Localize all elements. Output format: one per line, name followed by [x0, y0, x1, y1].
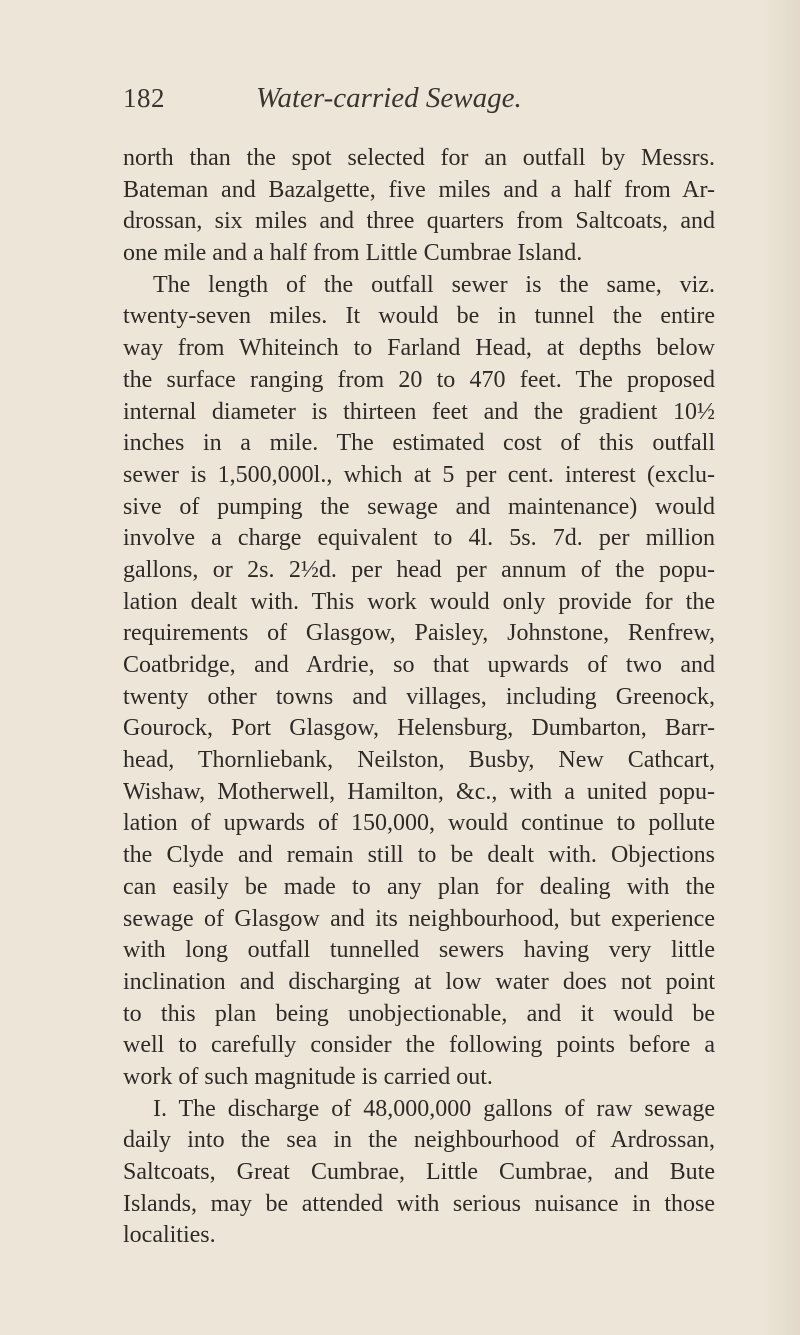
text-line: lation dealt with. This work would only provide for the [123, 588, 715, 615]
text-line: Gourock, Port Glasgow, Helensburg, Dumbarton, Barr- [123, 715, 715, 742]
text-line: inches in a mile. The estimated cost of this outfall [123, 430, 715, 457]
text-line: head, Thornliebank, Neilston, Busby, New Cathcart, [123, 747, 715, 774]
text-line: internal diameter is thirteen feet and the gradient 10½ [123, 398, 715, 425]
text-line: drossan, six miles and three quarters from Saltcoats, and [123, 208, 715, 235]
text-line: lation of upwards of 150,000, would continue to pollute [123, 810, 715, 837]
text-line: localities. [123, 1222, 216, 1249]
text-line: Bateman and Bazalgette, five miles and a half from Ar- [123, 176, 715, 203]
body-text [123, 143, 715, 1252]
text-line: Saltcoats, Great Cumbrae, Little Cumbrae, and Bute [123, 1159, 715, 1185]
text-line: sive of pumping the sewage and maintenance) would [123, 493, 715, 520]
text-line: gallons, or 2s. 2½d. per head per annum of the popu- [123, 556, 715, 583]
text-line: north than the spot selected for an outfall by Messrs. [123, 145, 715, 171]
text-line: well to carefully consider the following points before a [123, 1032, 715, 1059]
text-line: sewer is 1,500,000l., which at 5 per cent. interest (exclu- [123, 461, 715, 488]
page-number: 182 [123, 83, 165, 113]
text-line: work of such magnitude is carried out. [123, 1063, 493, 1090]
text-line: inclination and discharging at low water does not point [123, 968, 715, 995]
text-line: with long outfall tunnelled sewers having very little [123, 937, 715, 964]
text-line: one mile and a half from Little Cumbrae Island. [123, 240, 583, 267]
text-line: Islands, may be attended with serious nuisance in those [123, 1190, 715, 1217]
text-line: the surface ranging from 20 to 470 feet. The proposed [123, 366, 715, 393]
text-line: daily into the sea in the neighbourhood of Ardrossan, [123, 1127, 715, 1154]
text-line: Wishaw, Motherwell, Hamilton, &c., with a united popu- [123, 778, 715, 805]
text-line: can easily be made to any plan for dealing with the [123, 873, 715, 900]
text-line: way from Whiteinch to Farland Head, at depths below [123, 335, 715, 362]
text-line: the Clyde and remain still to be dealt with. Objections [123, 842, 715, 869]
text-line: Coatbridge, and Ardrie, so that upwards of two and [123, 652, 715, 678]
text-line: to this plan being unobjectionable, and it would be [123, 1000, 715, 1027]
running-title: Water-carried Sewage. [256, 82, 522, 114]
text-line: The length of the outfall sewer is the same, viz. [153, 271, 715, 298]
text-line: twenty-seven miles. It would be in tunnel the entire [123, 303, 715, 330]
text-line: requirements of Glasgow, Paisley, Johnstone, Renfrew, [123, 620, 715, 647]
text-line: I. The discharge of 48,000,000 gallons of raw sewage [153, 1095, 715, 1122]
text-line: twenty other towns and villages, including Greenock, [123, 683, 715, 710]
text-line: involve a charge equivalent to 4l. 5s. 7d. per million [123, 525, 715, 552]
running-head [123, 82, 683, 122]
text-line: sewage of Glasgow and its neighbourhood, but experience [123, 905, 715, 932]
